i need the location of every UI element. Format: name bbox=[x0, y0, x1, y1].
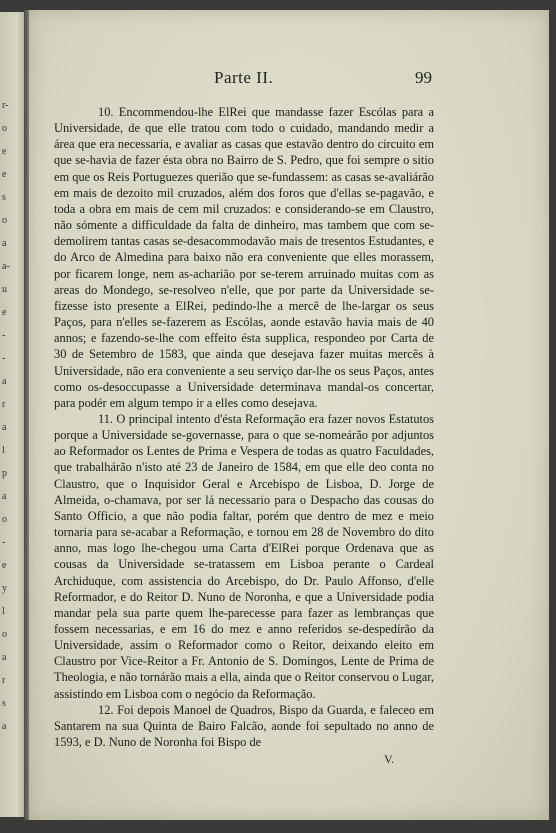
catchword: V. bbox=[384, 752, 395, 766]
facing-fragment: o bbox=[2, 215, 7, 226]
facing-fragment: e bbox=[2, 560, 7, 571]
facing-fragment: o bbox=[2, 123, 7, 134]
facing-fragment: - bbox=[2, 330, 6, 341]
body-text bbox=[54, 104, 434, 750]
facing-fragment: a bbox=[2, 376, 7, 387]
facing-fragment: e bbox=[2, 146, 7, 157]
page-header bbox=[29, 68, 549, 94]
page-number: 99 bbox=[415, 68, 432, 87]
facing-fragment: a bbox=[2, 422, 7, 433]
book-page bbox=[29, 10, 549, 820]
facing-fragment: e bbox=[2, 307, 7, 318]
facing-fragment: a bbox=[2, 652, 7, 663]
facing-fragment: u bbox=[2, 284, 7, 295]
paragraph-12: 12. Foi depois Manoel de Quadros, Bispo da Guarda, e faleceo em Santarem na sua Quinta de Bairo Falcão, aonde foi sepultado no anno de 1593, e D. Nuno de Noronha foi Bispo de bbox=[54, 702, 434, 750]
facing-fragment: a- bbox=[2, 261, 10, 272]
facing-fragment: a bbox=[2, 238, 7, 249]
facing-fragment: - bbox=[2, 353, 6, 364]
facing-fragment: o bbox=[2, 629, 7, 640]
facing-fragment: r bbox=[2, 675, 6, 686]
facing-fragment: a bbox=[2, 491, 7, 502]
facing-fragment: l bbox=[2, 606, 5, 617]
facing-fragment: p bbox=[2, 468, 7, 479]
paragraph-11: 11. O principal intento d'ésta Reformação era fazer novos Estatutos porque a Universidade se-governasse, para o que se-nomeárão por adjuntos ao Reformador os Lentes de Prima e Vespera de todas as quatro Faculdades, que trabalhárão n'isto até 23 de Janeiro de 1584, em que elle deo conta no Claustro, que o Inquisidor Geral e Arcebispo de Lisboa, D. Jorge de Almeida, o-chamava, por ser lá necessario para o Despacho das cousas do Santo Officio, a que não podia faltar, porém que dentro de mez e meio tornaria para se-acabar a Reformação, e tornou em 28 de Novembro do dito anno, mas logo lhe-chegou uma Carta d'ElRei porque Ordenava que as cousas da Universidade se-tratassem em Lisboa perante o Cardeal Archiduque, com assistencia do Arcebispo, do Dr. Paulo Affonso, d'elle Reformador, e do Reitor D. Nuno de Noronha, e que a Universidade podia mandar pela sua parte quem lhe-parecesse para fazer as lembranças que fossem necessarias, e em 16 do mez e anno referidos se-despedírão da Universidade, assim o Reformador como o Reitor, deixando eleito em Claustro por Vice-Reitor a Fr. Antonio de S. Domingos, Lente de Prima de Theologia, e não tornárão mais a ella, ainda que o Reitor conservou o Lugar, assistindo em Lisboa com o negócio da Reformação. bbox=[54, 411, 434, 701]
facing-fragment: - bbox=[2, 537, 6, 548]
facing-fragment: e bbox=[2, 169, 7, 180]
facing-fragment: s bbox=[2, 192, 6, 203]
facing-fragment: s bbox=[2, 698, 6, 709]
facing-fragment: o bbox=[2, 514, 7, 525]
facing-fragment: r- bbox=[2, 100, 9, 111]
running-title: Parte II. bbox=[214, 68, 274, 87]
facing-fragment: a bbox=[2, 721, 7, 732]
facing-fragment: l bbox=[2, 445, 5, 456]
facing-fragment: r bbox=[2, 399, 6, 410]
facing-page-edge bbox=[0, 12, 25, 817]
facing-fragment: y bbox=[2, 583, 7, 594]
paragraph-10: 10. Encommendou-lhe ElRei que mandasse fazer Escólas para a Universidade, de que elle tratou com todo o cuidado, mandando medir a área que era necessaria, e avaliar as casas que estavão dentro do circuito em que se-havia de fazer ésta obra no Bairro de S. Pedro, que foi sempre o sitio em que os Reis Portuguezes querião que se-fundassem: as casas se-avaliárão em mais de dezoito mil cruzados, além dos foros que d'ellas se-pagavão, e toda a obra em mais de cem mil cruzados: e considerando-se em Claustro, não sómente a difficuldade da falta de dinheiro, mas tambem que com se-demolirem tantas casas se-desacommodavão mais de tresentos Estudantes, e do Arco de Almedina para baixo não era conveniente que elles morassem, por ficarem longe, nem as-acharião por se-terem arruinado muitas com as areas do Mondego, se-resolveo n'elle, que por parte da Universidade se-fizesse isto presente a ElRei, pedindo-lhe a mercê de lhe-largar os seus Paços, para n'elles se-fazerem as Escólas, aonde estavão havia mais de 40 annos; e fazendo-se-lhe com effeito ésta supplica, respondeo por Carta de 30 de Setembro de 1583, que ainda que desejava fazer muitas mercês à Universidade, não era conveniente a seu serviço dar-lhe os seus Paços, antes como os-desoccupasse a Universidade determinava mandal-os concertar, para podér em algum tempo ir a elles como desejava. bbox=[54, 105, 434, 410]
